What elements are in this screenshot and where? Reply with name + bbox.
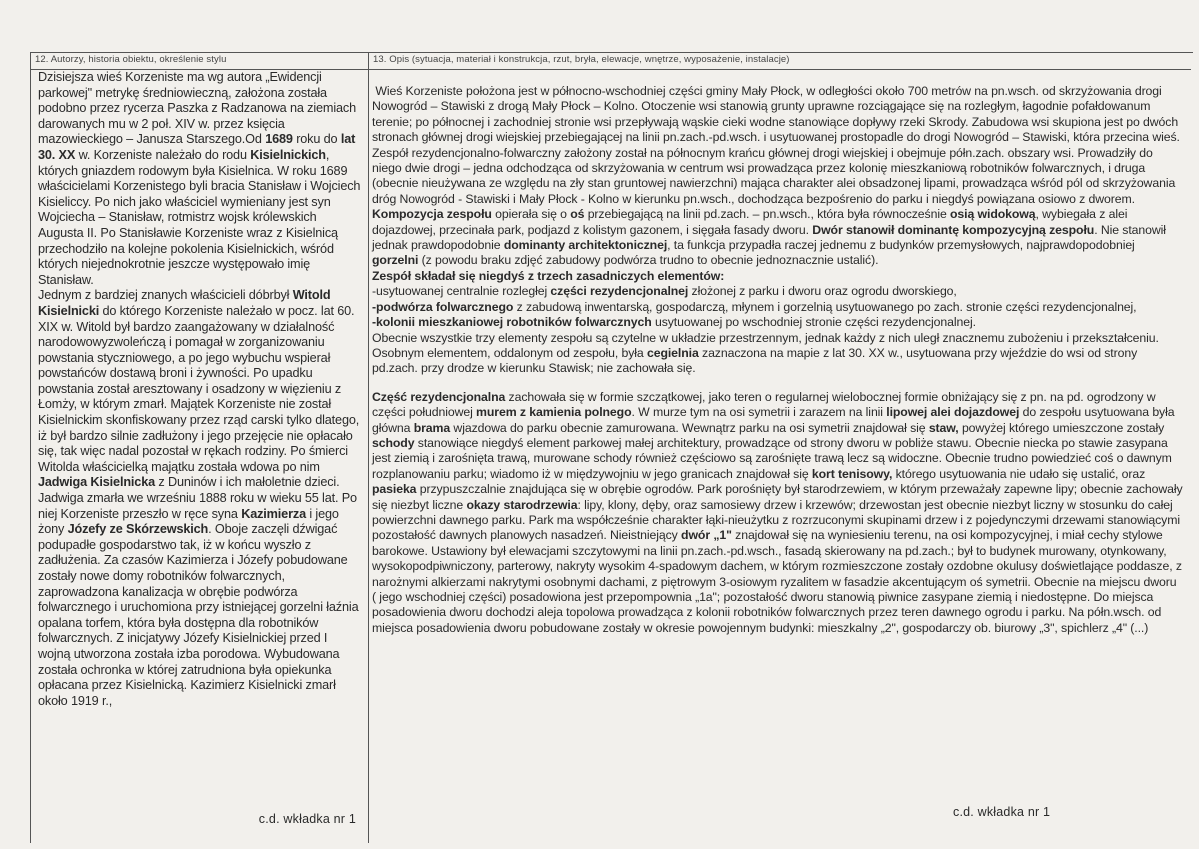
description-list-item-1: -usytuowanej centralnie rozległej części rezydencjonalnej złożonej z parku i dworu oraz ogrodu dworskiego, bbox=[372, 284, 957, 299]
description-paragraph-4: Zespół składał się niegdyś z trzech zasadniczych elementów: bbox=[372, 268, 725, 283]
history-continuation-note: c.d. wkładka nr 1 bbox=[258, 812, 356, 826]
description-column bbox=[369, 53, 1191, 843]
description-header: 13. Opis (sytuacja, materiał i konstrukcja, rzut, bryła, elewacje, wnętrze, wyposażenie, instalacje) bbox=[369, 53, 1191, 70]
description-paragraph-2: Zespół rezydencjonalno-folwarczny założony został na północnym krańcu głównej drogi wiejskiej i obejmuje półn.zach. obszary wsi. Prowadziły do niego dwie drogi – jedna odchodząca od skrzyżowania w centrum wsi prowadząca przez kolonię mieszkaniową robotników folwarcznych, i druga (obecnie nieużywana ze względu na zły stan gruntowej nawierzchni) mająca charakter alei obsadzonej lipami, prowadząca wśród pól od skrzyżowania dróg Nowogród - Stawiski i Mały Płock - Kolno w kierunku pn.wsch., dochodząca bezpośrenio do parku i niegdyś powiązana osiowo z dworem. bbox=[372, 145, 1176, 206]
description-list-item-2: -podwórza folwarcznego z zabudową inwentarską, gospodarczą, młynem i gorzelnią usytuowanego po zach. stronie części rezydencjonalnej, bbox=[372, 299, 1137, 314]
description-list-item-3: -kolonii mieszkaniowej robotników folwarcznych usytuowanej po wschodniej stronie części rezydencjonalnej. bbox=[372, 315, 976, 330]
history-paragraph-1: Dzisiejsza wieś Korzeniste ma wg autora „Ewidencji parkowej" metrykę średniowieczną, założona została podobno przez rycerza Paszka z Radzanowa na ziemiach darowanych mu w 2 poł. XIV w. przez księcia mazowieckiego – Janusza Starszego.Od 1689 roku do lat 30. XX w. Korzeniste należało do rodu Kisielnickich, których gniazdem rodowym była Kisielnica. W roku 1689 właścicielami Korzenistego byli bracia Stanisław i Wojciech Kisieliccy. Po nich jako właściciel wymieniany jest syn Wojciecha – Stanisław, rotmistrz wojsk królewskich Augusta II. Po Stanisławie Korzeniste wraz z Kisielnicą przechodziło na kolejne pokolenia Kisielnickich, wśród których niejednokrotnie jeszcze występowało imię Stanisław. bbox=[38, 70, 361, 287]
history-header: 12. Autorzy, historia obiektu, określenie stylu bbox=[31, 53, 368, 70]
description-paragraph-6: Część rezydencjonalna zachowała się w formie szczątkowej, jako teren o regularnej wielobocznej formie obniżający się z pn. na pd. ogrodzony w części południowej murem z kamienia polnego. W murze tym na osi symetrii i zarazem na linii lipowej alei dojazdowej do zespołu usytuowana była główna brama wjazdowa do parku obecnie zamurowana. Wewnątrz parku na osi symetrii znajdował się staw, powyżej którego umieszczone zostały schody stanowiące niegdyś element parkowej małej architektury, prowadzące od strony dworu w pobliże stawu. Obecnie niecka po stawie zasypana jest ziemią i zarośnięta trawą, murowane schody również częściowo są zarośnięte trawą lecz są widoczne. Obecnie trudno powiedzieć coś o dawnym rozplanowaniu parku; wiadomo iż w międzywojniu w jego granicach znajdował się kort tenisowy, którego usytuowania nie udało się ustalić, oraz pasieka przypuszczalnie znajdująca się w obrębie ogrodów. Park porośnięty był starodrzewiem, w którym przeważały zapewne lipy; obecnie zachowały się niezbyt liczne okazy starodrzewia: lipy, klony, dęby, oraz samosiewy drzew i krzewów; drzewostan jest obecnie niezbyt liczny w stosunku do całej powierzchni dawnego parku. Park ma współcześnie charakter łąki-nieużytku z rozrzuconymi skupinami drzew i z pojedynczymi drzewami stanowiącymi pozostałość dawnych planowych nasadzeń. Nieistniejący dwór „1" znajdował się na wyniesieniu terenu, na osi kompozycyjnej, i miał cechy stylowe barokowe. Ustawiony był elewacjami szczytowymi na linii pn.zach.-pd.wsch., fasadą skierowany na pd.zach.; był to budynek murowany, otynkowany, wysokopodpiwniczony, parterowy, nakryty wysokim 4-spadowym dachem, w którym rozmieszczone zostały ozdobne okulusy doświetlające poddasze, z narożnymi alkierzami nakrytymi osobnymi dachami, z piętrowym 3-osiowym ryzalitem w fasadzie akcentującym oś symetrii. Obecnie na miejscu dworu ( jego wschodniej części) posadowiona jest przepompownia „1a"; pozostałość dworu stanowią piwnice zasypane ziemią i niedostępne. Do miejsca posadowienia dworu dochodzi aleja topolowa prowadząca z kolonii robotników folwarcznych przez teren dawnego ogrodu i parku. Na półn.wsch. od miejsca posadowienia dworu pobudowane zostały w okresie powojennym budynki: mieszkalny „2", gospodarczy ob. biurowy „3", spichlerz „4" (...) bbox=[372, 389, 1183, 635]
form-sheet bbox=[30, 52, 1193, 843]
description-paragraph-5: Obecnie wszystkie trzy elementy zespołu są czytelne w układzie przestrzennym, jednak każdy z nich uległ znacznemu zubożeniu i przekształceniu. Osobnym elementem, oddalonym od zespołu, była cegielnia zaznaczona na mapie z lat 30. XX w., usytuowana przy wjeździe do wsi od strony pd.zach. przy drodze w kierunku Stawisk; nie zachowała się. bbox=[372, 330, 1159, 376]
history-paragraph-2: Jednym z bardziej znanych właścicieli dóbrbył Witold Kisielnicki do którego Korzeniste należało w pocz. lat 60. XIX w. Witold był bardzo zaangażowany w działalność narodowowyzwoleńczą i pomagał w zorganizowaniu powstania styczniowego, a po jego wybuchu wspierał powstańców dostawą broni i żywności. Po upadku powstania został aresztowany i osadzony w więzieniu z Łomży, w którym zmarł. Majątek Korzeniste nie został Kisielnickim skonfiskowany przez rząd carski tylko dlatego, iż był bardzo silnie zadłużony i jego przejęcie nie opłacało się, tak więc nadal pozostał w rękach rodziny. Po śmierci Witolda właścicielką majątku została wdowa po nim Jadwiga Kisielnicka z Duninów i ich małoletnie dzieci. Jadwiga zmarła we wrześniu 1888 roku w wieku 55 lat. Po niej Korzeniste przeszło w ręce syna Kazimierza i jego żony Józefy ze Skórzewskich. Oboje zaczęli dźwigać podupadłe gospodarstwo tak, iż w końcu wyszło z zadłużenia. Za czasów Kazimierza i Józefy pobudowane zostały nowe domy robotników folwarcznych, zaprowadzona kanalizacja w obrębie podwórza folwarcznego i uruchomiona przy istniejącej gorzelni łaźnia opalana torfem, która była dostępna dla robotników folwarcznych. Z inicjatywy Józefy Kisielnickiej przed I wojną utworzona została izba porodowa. Wybudowana została ochronka w której zatrudniona była opiekunka opłacana przez Kisielnicką. Kazimierz Kisielnicki zmarł około 1919 r., bbox=[38, 288, 360, 708]
description-text bbox=[369, 70, 1191, 636]
description-continuation-note: c.d. wkładka nr 1 bbox=[953, 805, 1051, 819]
description-paragraph-3: Kompozycja zespołu opierała się o oś przebiegającą na linii pd.zach. – pn.wsch., która była równocześnie osią widokową, wybiegała z alei dojazdowej, przecinała park, podjazd z kolistym gazonem, i sięgała fasady dworu. Dwór stanowił dominantę kompozycyjną zespołu. Nie stanowił jednak prawdopodobnie dominanty architektonicznej, ta funkcja przypadła raczej jednemu z budynków przemysłowych, najprawdopodobniej gorzelni (z powodu braku zdjęć zabudowy podwórza trudno to obecnie jednoznacznie ustalić). bbox=[372, 207, 1166, 268]
description-paragraph-1: Wieś Korzeniste położona jest w północno-wschodniej części gminy Mały Płock, w odległości około 700 metrów na pn.wsch. od skrzyżowania drogi Nowogród – Stawiski z drogą Mały Płock – Kolno. Otoczenie wsi stanowią grunty uprawne rozciągające się na rozległym, łagodnie pofałdowanum terenie; po północnej i zachodniej stronie wsi przepływają wąskie cieki wodne stanowiące dopływy rzeki Skrody. Zabudowa wsi skupiona jest po dwóch stronach głównej drogi wiejskiej przebiegającej na linii pn.zach.-pd.wsch. i usytuowanej prostopadle do drogi Nowogród – Stawiski, która przecina wieś. bbox=[372, 84, 1180, 145]
history-text bbox=[31, 70, 368, 709]
history-column bbox=[31, 53, 369, 843]
